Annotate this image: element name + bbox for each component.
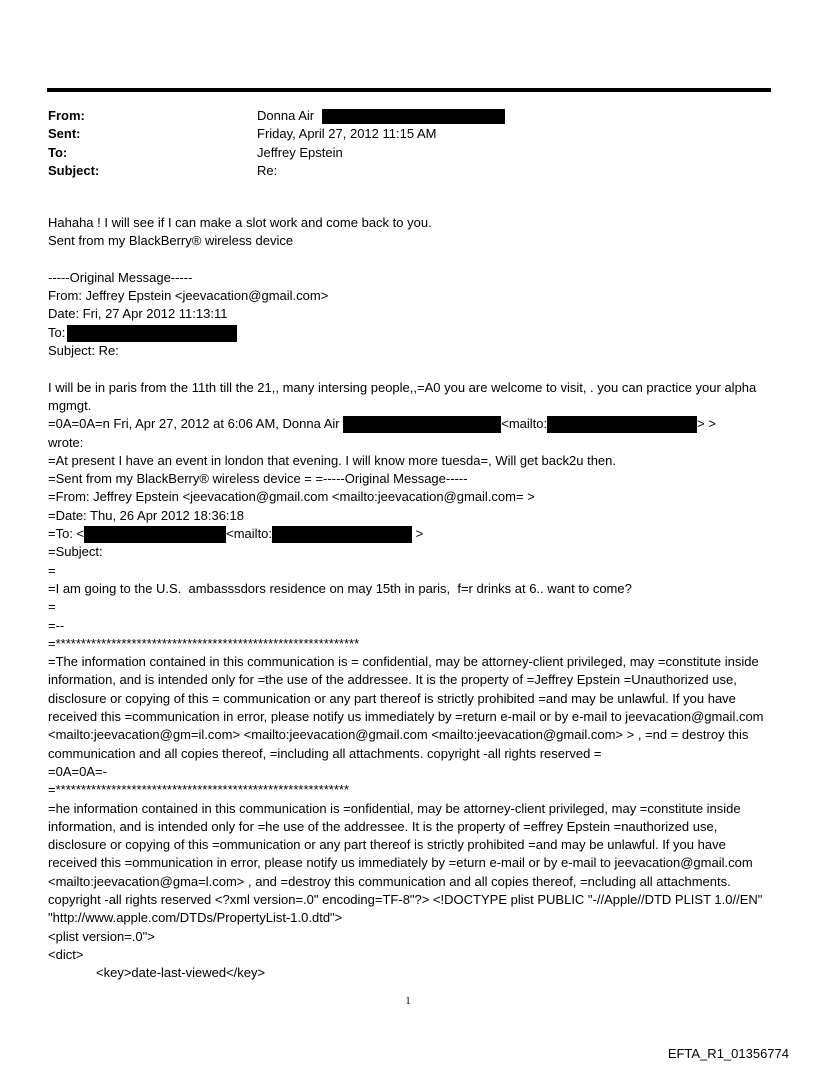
disclaimer-paragraph: =The information contained in this communication is = confidential, may be attorney-client privileged, may =constitute inside information, and is intended only for =the use of the addressee. It is the property of =Jeffrey Epstein =Unauthorized use, disclosure or copying of this = communication or any part thereof is strictly prohibited =and may be unlawful. If you have received this =communication in error, please notify us immediately by =return e-mail or by e-mail to jeevacation@gmail.com <mailto:jeevacation@gm=il.com> <mailto:jeevacation@gmail.com <mailto:jeevacation@gmail.com> > , =nd = destroy this communication and all copies thereof, =including all attachments. copyright -all rights reserved = xyxy=(48,654,764,761)
page-number: 1 xyxy=(405,995,411,1007)
redaction-box xyxy=(343,416,501,433)
redaction-box xyxy=(67,325,237,342)
mailto-text: <mailto: xyxy=(226,526,273,542)
asterisk-divider: =********************************************************** xyxy=(48,782,350,798)
email-body xyxy=(48,214,773,982)
body-line: =I am going to the U.S. ambasssdors residence on may 15th in paris, f=r drinks at 6.. want to come? xyxy=(48,580,632,596)
body-line: Sent from my BlackBerry® wireless device xyxy=(48,233,294,249)
to-value: Jeffrey Epstein xyxy=(257,144,343,160)
from-name: Donna Air xyxy=(257,108,315,123)
body-line: wrote: xyxy=(48,434,84,450)
body-line: <dict> xyxy=(48,946,84,962)
body-line: = xyxy=(48,599,56,615)
body-line: =From: Jeffrey Epstein <jeevacation@gmail.com <mailto:jeevacation@gmail.com= > xyxy=(48,489,535,505)
body-line: =Subject: xyxy=(48,544,103,560)
body-line: Hahaha ! I will see if I can make a slot work and come back to you. xyxy=(48,215,432,230)
subject-label: Subject: xyxy=(48,162,100,178)
redaction-box xyxy=(547,416,697,433)
body-line xyxy=(48,415,773,433)
asterisk-divider: =************************************************************ xyxy=(48,635,360,651)
body-line: Subject: Re: xyxy=(48,343,119,359)
document-id: EFTA_R1_01356774 xyxy=(667,1046,789,1061)
quote-line-text: =0A=0A=n Fri, Apr 27, 2012 at 6:06 AM, Donna Air xyxy=(48,416,340,432)
mailto-text: <mailto: xyxy=(501,416,548,432)
body-paragraph: I will be in paris from the 11th till the 21,, many intersing people,,=A0 you are welcome to visit, . you can practice your alpha mgmgt. xyxy=(48,379,757,413)
body-line: = xyxy=(48,562,56,578)
body-line: -----Original Message----- xyxy=(48,269,193,285)
body-line: <key>date-last-viewed</key> xyxy=(96,965,266,981)
body-line: =At present I have an event in london that evening. I will know more tuesda=, Will get back2u then. xyxy=(48,452,617,468)
mailto-close: > > xyxy=(697,416,716,432)
body-line: =-- xyxy=(48,617,65,633)
sent-value: Friday, April 27, 2012 11:15 AM xyxy=(257,126,437,142)
to-line-label: To: xyxy=(48,324,66,340)
body-line xyxy=(48,525,773,543)
redaction-box xyxy=(272,526,412,543)
body-line: =Date: Thu, 26 Apr 2012 18:36:18 xyxy=(48,507,244,523)
from-value xyxy=(257,107,505,125)
to-line-text: =To: < xyxy=(48,526,85,542)
body-line xyxy=(48,324,773,342)
redaction-box xyxy=(84,526,226,543)
redaction-box xyxy=(322,109,505,124)
subject-value: Re: xyxy=(257,162,278,178)
body-line: From: Jeffrey Epstein <jeevacation@gmail.com> xyxy=(48,288,329,304)
body-line: =0A=0A=- xyxy=(48,763,107,779)
from-label: From: xyxy=(48,108,85,123)
body-line: <plist version=.0"> xyxy=(48,928,155,944)
body-line: =Sent from my BlackBerry® wireless device = =-----Original Message----- xyxy=(48,471,468,487)
sent-label: Sent: xyxy=(48,126,81,142)
top-rule xyxy=(47,88,771,92)
to-label: To: xyxy=(48,144,68,160)
mailto-close: > xyxy=(412,526,424,542)
disclaimer-paragraph: =he information contained in this communication is =onfidential, may be attorney-client privileged, may =constitute inside information, and is intended only for =he use of the addressee. It is the property of =effrey Epstein =nauthorized use, disclosure or copying of this =ommunication or any part thereof is strictly prohibited =and may be unlawful. If you have received this =ommunication in error, please notify us immediately by =eturn e-mail or by e-mail to jeevacation@gmail.com <mailto:jeevacation@gma=l.com> , and =destroy this communication and all copies thereof, =ncluding all attachments. copyright -all rights reserved <?xml version=.0" encoding=TF-8"?> <!DOCTYPE plist PUBLIC "-//Apple//DTD PLIST 1.0//EN" "http://www.apple.com/DTDs/PropertyList-1.0.dtd"> xyxy=(48,800,763,926)
body-line: Date: Fri, 27 Apr 2012 11:13:11 xyxy=(48,306,228,322)
